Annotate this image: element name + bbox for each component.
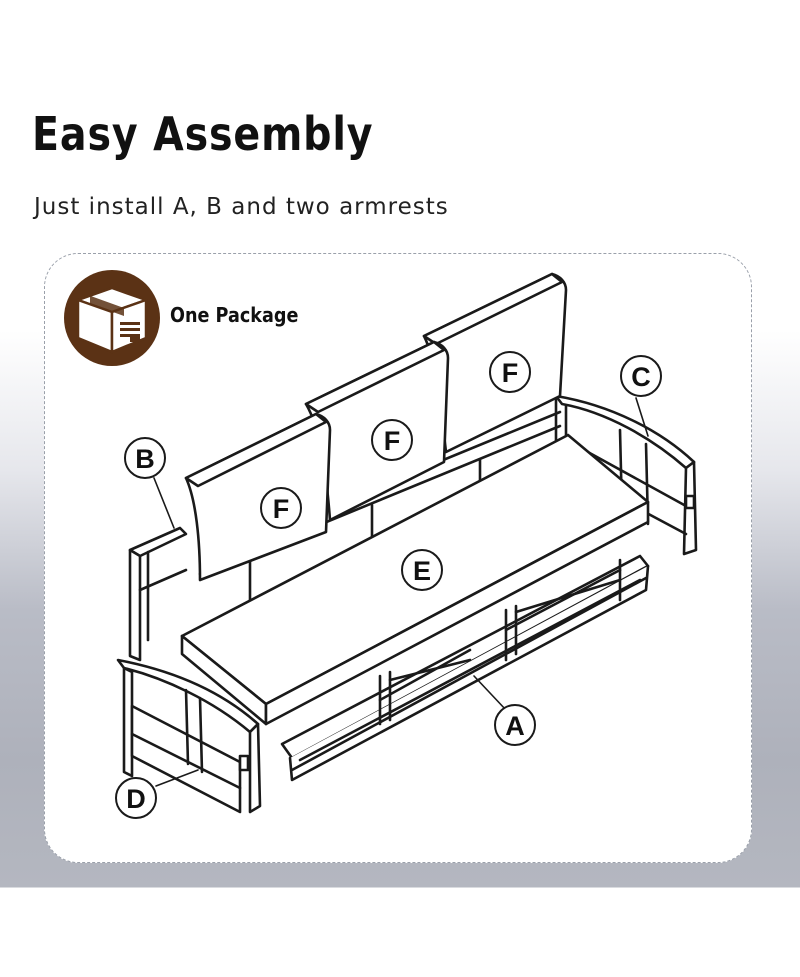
page-subtitle: Just install A, B and two armrests (34, 194, 449, 220)
package-label: One Package (170, 303, 299, 327)
svg-text:F: F (501, 358, 519, 388)
svg-text:A: A (505, 711, 525, 741)
part-label-f-left (261, 488, 301, 528)
svg-text:E: E (412, 556, 432, 586)
part-label-d (116, 778, 156, 818)
page-title: Easy Assembly (32, 107, 374, 161)
svg-text:D: D (126, 784, 146, 814)
part-label-b (125, 438, 165, 478)
back-cushion-left (186, 414, 330, 580)
part-label-f-center (372, 420, 412, 460)
part-label-a (495, 705, 535, 745)
svg-text:F: F (272, 494, 290, 524)
part-label-e (402, 550, 442, 590)
part-label-c (621, 356, 661, 396)
svg-text:C: C (631, 362, 651, 392)
svg-text:B: B (135, 444, 155, 474)
svg-text:F: F (383, 426, 401, 456)
part-label-f-right (490, 352, 530, 392)
armrest-back-left (130, 528, 186, 660)
